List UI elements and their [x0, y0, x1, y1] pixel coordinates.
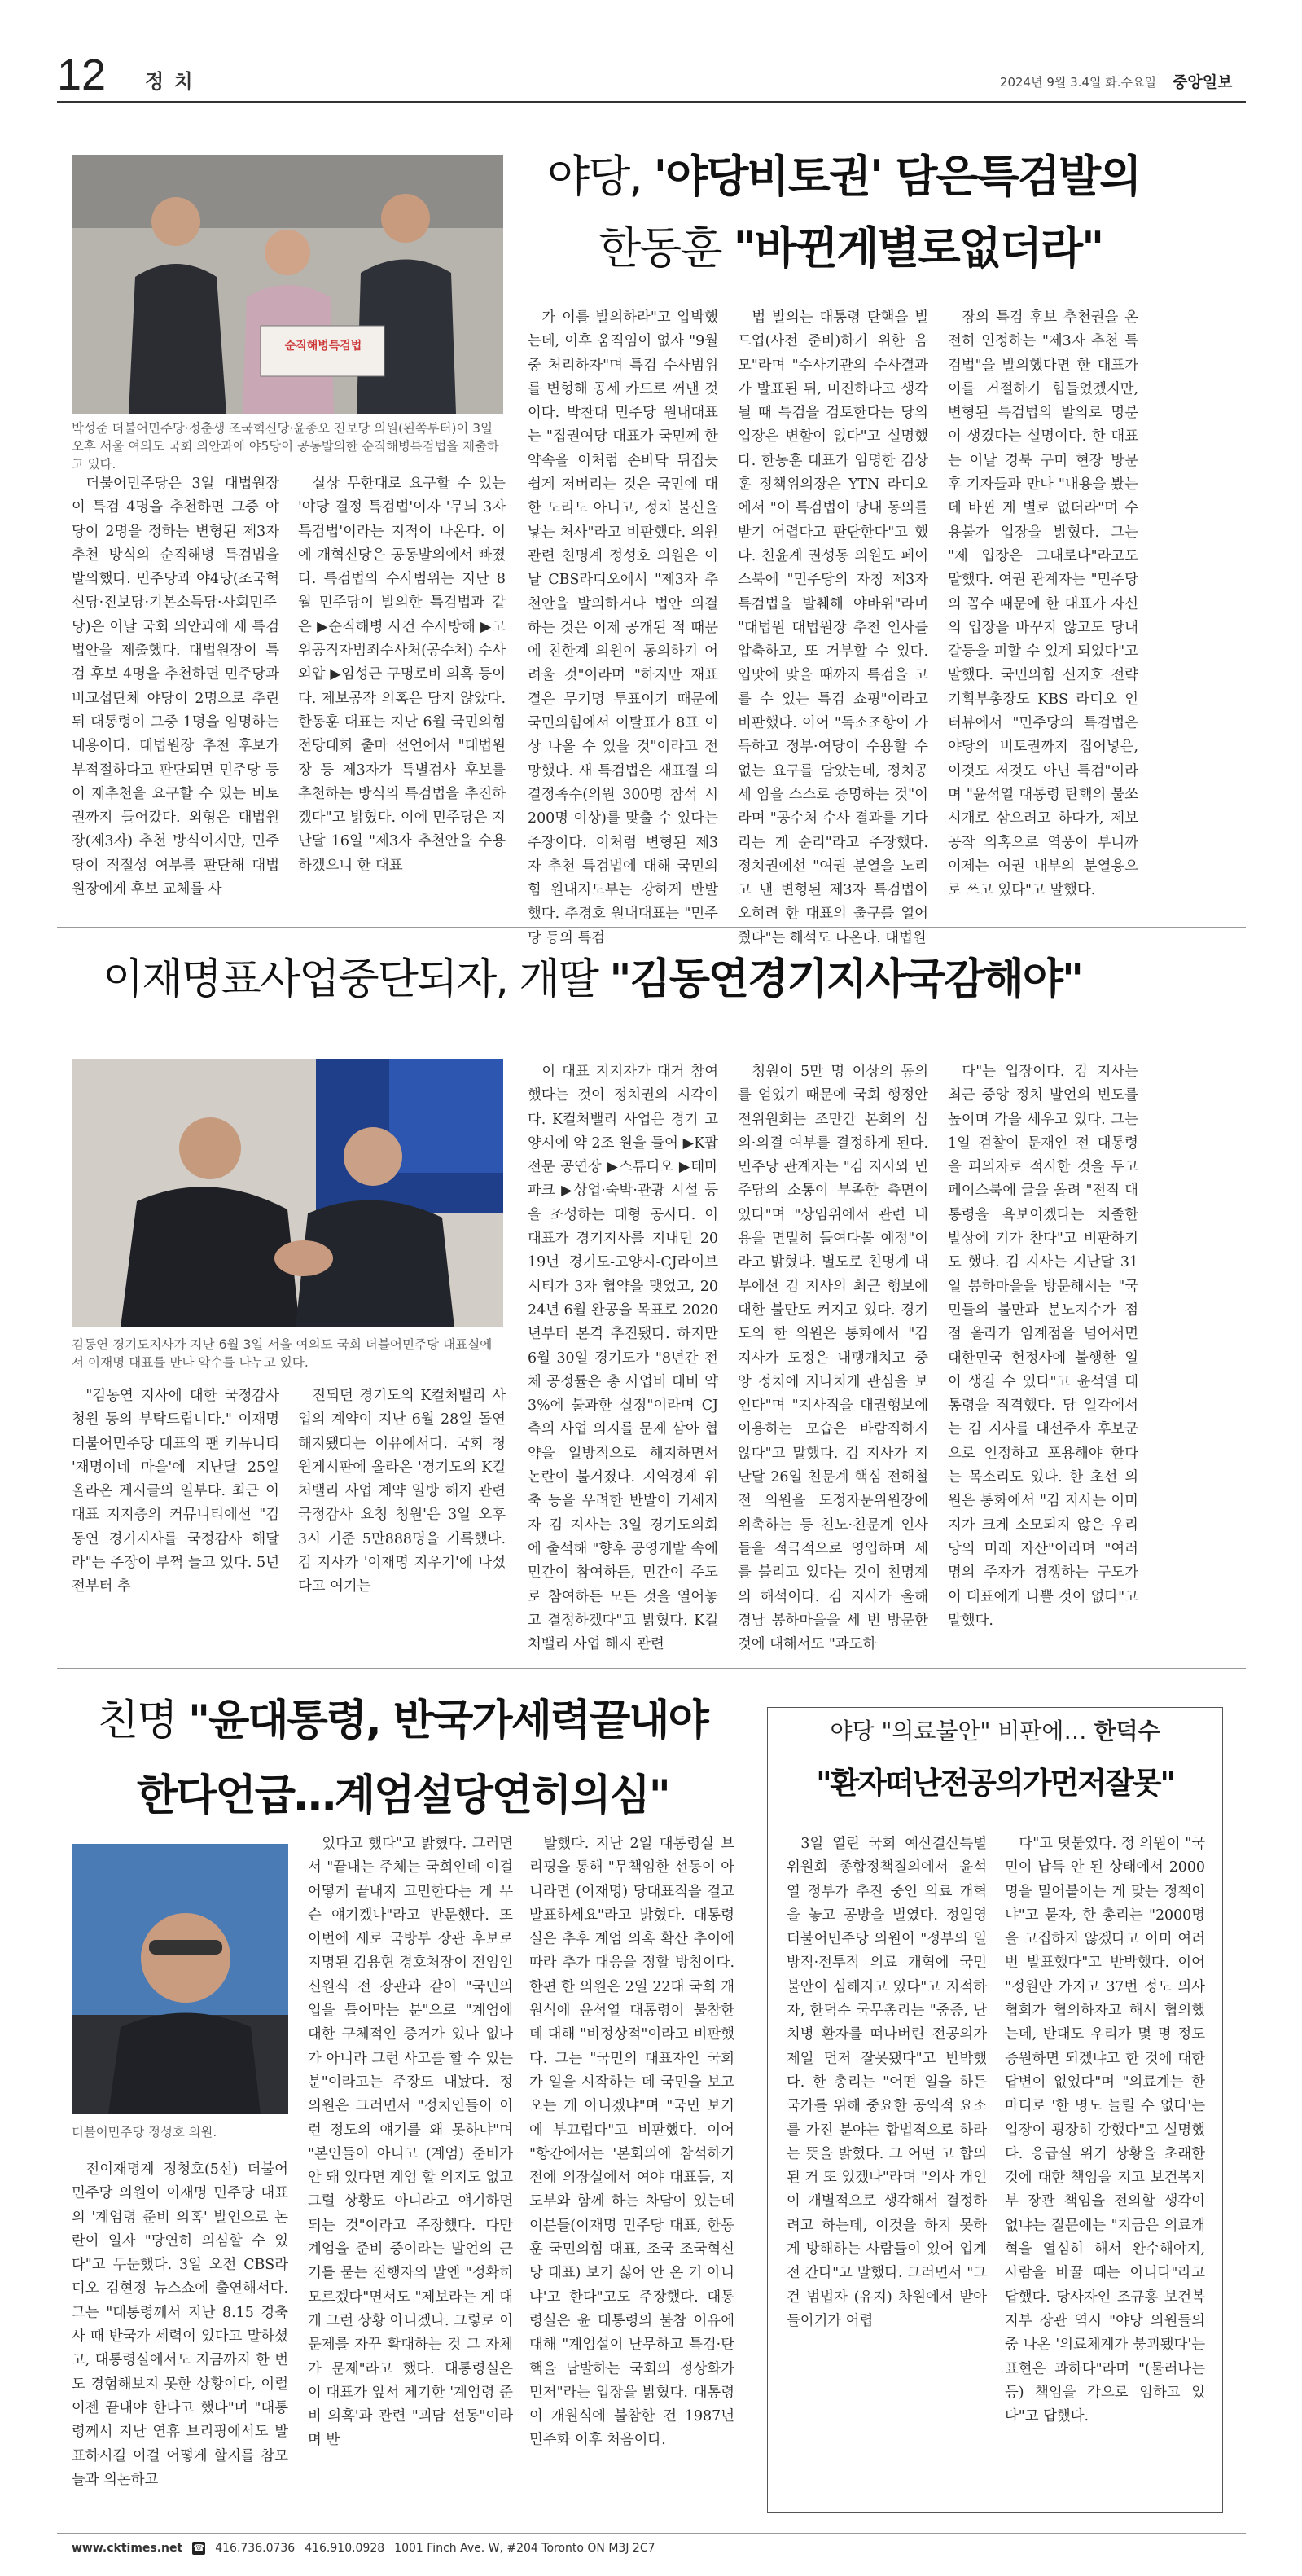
article3-photo: [72, 1844, 288, 2114]
kicker-text: 야당 "의료불안" 비판에…: [830, 1718, 1094, 1744]
headline-prefix: 한동훈: [598, 222, 734, 274]
section-divider-2: [57, 1668, 1246, 1669]
article1-column-5: 장의 특검 후보 추천권을 온전히 인정하는 "제3자 추천 특검법"을 발의했다면 한 대표가 이를 거절하기 힘들었겠지만, 변형된 특검법의 발의로 명분이 생겼다는 설명이다. 한 대표는 이날 경북 구미 현장 방문 후 기자들과 만나 "내용을 봤는데 바뀐 게 별로 없더라"며 수용불가 입장을 밝혔다. 그는 "제 입장은 그대로다"라고도 말했다. 여권 관계자는 "민주당의 꼼수 때문에 한 대표가 자신의 입장을 바꾸지 않고도 당내 갈등을 피할 수 있게 되었다"고 말했다. 국민의힘 신지호 전략기획부총장도 KBS 라디오 인터뷰에서 "민주당의 특검법은 야당의 비토권까지 집어넣은, 이것도 저것도 아닌 특검"이라며 "윤석열 대통령 탄핵의 불쏘시개로 삼으려고 하다가, 제보 공작 의혹으로 역풍이 부니까 이제는 여권 내부의 분열용으로 쓰고 있다"고 말했다.: [948, 309, 1138, 899]
headline-prefix: 이재명표사업중단되자, 개딸: [103, 955, 610, 1004]
headline-main: '야당비토권' 담은특검발의: [653, 151, 1141, 202]
footer-rule: [57, 2533, 1246, 2534]
article3-column-1: 전이재명계 정청호(5선) 더불어민주당 의원이 이재명 민주당 대표의 '계엄령 준비 의혹' 발언으로 논란이 일자 "당연히 의심할 수 있다"고 두둔했다. 3일 오전 CBS라디오 김현정 뉴스쇼에 출연해서다. 그는 "대통령께서 지난 8.15 경축사 때 반국가 세력이 있다고 말하셨고, 대통령실에서도 지금까지 한 번도 경험해보지 못한 상황이다, 이럴 이젠 끝내야 한다고 했다"며 "대통령께서 지난 연휴 브리핑에서도 발표하시길 이걸 어떻게 할지를 참모들과 의논하고: [72, 2161, 288, 2488]
phone-number-1: 416.736.0736: [215, 2542, 296, 2555]
headline-main: 한다언급…계엄설당연히의심": [137, 1771, 669, 1820]
article4-column-1: 3일 열린 국회 예산결산특별위원회 종합정책질의에서 윤석열 정부가 추진 중인 의료 개혁을 놓고 공방을 벌였다. 정일영 더불어민주당 의원이 "정부의 일방적·전투적 의료 개혁에 국민 불안이 심해지고 있다"고 지적하자, 한덕수 국무총리는 "중증, 난치병 환자를 떠나버린 전공의가 제일 먼저 잘못됐다"고 반박했다. 한 총리는 "어떤 일을 하든 국가를 위해 중요한 공익적 요소를 가진 분야는 합법적으로 하라는 뜻을 밝혔다. 그 어떤 고 합의된 거 또 있겠나"라며 "의사 개인이 개별적으로 생각해서 결정하려고 하는데, 이것을 하지 못하게 방해하는 사람들이 있어 업계 전 간다"고 말했다. 그러면서 "그건 범법자 (유지) 차원에서 받아들이기가 어렵: [787, 1836, 987, 2329]
headline-main: "김동연경기지사국감해야": [609, 955, 1083, 1004]
article3-column-2: 있다고 했다"고 밝혔다. 그러면서 "끝내는 주체는 국회인데 이걸 어떻게 끝내지 고민한다는 게 무슨 얘기겠나"라고 반문했다. 또 이번에 새로 국방부 장관 후보로 지명된 김용현 경호처장이 전임인 신원식 전 장관과 같이 "국민의 입을 틀어막는 분"으로 "계엄에 대한 구체적인 증거가 있나 없나가 아니라 그런 사고를 할 수 있는 분"이라고는 주장도 내놨다. 정 의원은 그러면서 "정치인들이 이런 정도의 얘기를 왜 못하냐"며 "본인들이 아니고 (계엄) 준비가 안 돼 있다면 계엄 할 의지도 없고 그럴 상황도 아니라고 얘기하면 되는 것"이라고 주장했다. 다만 계엄을 준비 중이라는 발언의 근거를 묻는 진행자의 말엔 "정확히 모르겠다"면서도 "제보라는 게 대개 그런 상황 아니겠나. 그렇로 이 문제를 자꾸 확대하는 것 그 자체가 문제"라고 했다. 대통령실은 이 대표가 앞서 제기한 '계엄령 준비 의혹'과 관련 "괴담 선동"이라며 반: [308, 1836, 513, 2449]
photo-document-sign: 순직해병특검법: [284, 340, 362, 353]
article2-column-1: "김동연 지사에 대한 국정감사 청원 동의 부탁드립니다." 이재명 더불어민주당 대표의 팬 커뮤니티 '재명이네 마을'에 지난달 25일 올라온 게시글의 일부다. 최근 이 대표 지지층의 커뮤니티에선 "김동연 경기지사를 국정감사 해달라"는 주장이 부쩍 늘고 있다. 5년 전부터 추: [72, 1388, 279, 1595]
page-number: 12: [57, 50, 107, 99]
kicker-name: 한덕수: [1094, 1718, 1160, 1744]
article1-photo: [72, 155, 503, 414]
article2-column-2: 진되던 경기도의 K컬처밸리 사업의 계약이 지난 6월 28일 돌연 해지됐다는 이유에서다. 국회 청원게시판에 올라온 '경기도의 K컬처밸리 사업 계약 일방 해지 관련 국정감사 요청 청원'은 3일 오후 3시 기준 5만888명을 기록했다. 김 지사가 '이재명 지우기'에 나섰다고 여기는: [298, 1388, 506, 1595]
footer-bar: [72, 2536, 655, 2561]
article1-column-4: 법 발의는 대통령 탄핵을 빌드업(사전 준비)하기 위한 음모"라며 "수사기관의 수사결과가 발표된 뒤, 미진하다고 생각될 때 특검을 검토한다는 당의 입장은 변함이 없다"고 설명했다. 한동훈 대표가 임명한 김상훈 정책위의장은 YTN 라디오에서 "이 특검법이 당내 동의를 받기 어렵다고 판단한다"고 했다. 친윤계 권성동 의원도 페이스북에 "민주당의 자칭 제3자 특검법을 발췌해 야바위"라며 "대법원 대법원장 추천 인사를 압축하고, 또 거부할 수 있다. 입맛에 맞을 때까지 특검을 고를 수 있는 특검 쇼핑"이라고 비판했다. 이어 "독소조항이 가득하고 정부·여당이 수용할 수 없는 요구를 담았는데, 정치공세 임을 스스로 증명하는 것"이라며 "공수처 수사 결과를 기다리는 게 순리"라고 주장했다. 정치권에선 "여권 분열을 노리고 낸 변형된 제3자 특검법이 오히려 한 대표의 출구를 열어줬다"는 해석도 나온다. 대법원: [738, 309, 928, 946]
article4-kicker: [767, 1714, 1223, 1749]
article1-column-3: 가 이를 발의하라"고 압박했는데, 이후 움직임이 없자 "9월 중 처리하자"며 특검 수사범위를 변형해 공세 카드로 꺼낸 것이다. 박찬대 민주당 원내대표는 "집권여당 대표가 국민께 한 약속을 이처럼 손바닥 뒤집듯 쉽게 저버리는 것은 국민에 대한 도리도 아니고, 정치 불신을 낳는 처사"라고 비판했다. 의원 관련 친명계 정성호 의원은 이날 CBS라디오에서 "제3자 추천안을 발의하거나 법안 의결하는 것은 이제 공개된 적 때문에 친한계 의원이 동의하기 어려울 것"이라며 "하지만 재표결은 무기명 투표이기 때문에 국민의힘에서 이탈표가 8표 이상 나올 수 있을 것"이라고 전망했다. 새 특검법은 재표결 의결정족수(의원 300명 참석 시 200명 이상)를 맞출 수 있다는 주장이다. 이처럼 변형된 제3자 추천 특검법에 대해 국민의힘 원내지도부는 강하게 반발했다. 추경호 원내대표는 "민주당 등의 특검: [528, 309, 718, 946]
website-link[interactable]: www.cktimes.net: [72, 2542, 183, 2555]
article2-headline: [103, 945, 1082, 1015]
newspaper-logo: 중앙일보: [1173, 73, 1233, 91]
article2-column-3: 이 대표 지지자가 대거 참여했다는 것이 정치권의 시각이다. K컬처밸리 사업은 경기 고양시에 약 2조 원을 들여 ▶K팝 전문 공연장 ▶스튜디오 ▶테마파크 ▶상업·숙박·관광 시설 등을 조성하는 대형 공사다. 이 대표가 경기지사를 지내던 2019년 경기도-고양시-CJ라이브시티가 3자 협약을 맺었고, 2024년 6월 완공을 목표로 2020년부터 본격 추진됐다. 하지만 6월 30일 경기도가 "8년간 전체 공정률은 총 사업비 대비 약 3%에 불과한 실정"이라며 CJ측의 사업 의지를 문제 삼아 협약을 일방적으로 해지하면서 논란이 불거졌다. 지역경제 위축 등을 우려한 반발이 거세지자 김 지사는 3일 경기도의회에 출석해 "향후 공영개발 속에 민간이 참여하든, 민간이 주도로 참여하든 모든 것을 열어놓고 결정하겠다"고 밝혔다. K컬처밸리 사업 해지 관련: [528, 1064, 718, 1653]
article4-headline: "환자떠난전공의가먼저잘못": [816, 1766, 1174, 1801]
headline-prefix: 야당,: [547, 151, 654, 202]
article3-headline-line2: [137, 1761, 669, 1831]
headline-prefix: 친명: [98, 1696, 188, 1745]
article1-column-1: 더불어민주당은 3일 대법원장이 특검 4명을 추천하면 그중 야당이 2명을 정하는 변형된 제3자 추천 방식의 순직해병 특검법을 발의했다. 민주당과 야4당(조국혁신당·진보당·기본소득당·사회민주당)은 이날 국회 의안과에 새 특검법안을 제출했다. 대법원장이 특검 후보 4명을 추천하면 민주당과 비교섭단체 야당이 2명으로 추린 뒤 대통령이 그중 1명을 임명하는 내용이다. 대법원장 추천 후보가 부적절하다고 판단되면 민주당 등이 재추천을 요구할 수 있는 비토권까지 들어갔다. 외형은 대법원장(제3자) 추천 방식이지만, 민주당이 적절성 여부를 판단해 대법원장에게 후보 교체를 사: [72, 476, 279, 898]
article1-headline-line1: [547, 148, 1140, 205]
address: 1001 Finch Ave. W, #204 Toronto ON M3J 2C7: [394, 2542, 655, 2555]
article3-headline-line1: [98, 1686, 708, 1756]
headline-main: "바뀐게별로없더라": [733, 222, 1103, 274]
phone-number-2: 416.910.0928: [305, 2542, 385, 2555]
article4-column-2: 다"고 덧붙였다. 정 의원이 "국민이 납득 안 된 상태에서 2000명을 밀어붙이는 게 맞는 정책이냐"고 묻자, 한 총리는 "2000명을 고집하지 않겠다고 이미 여러 번 발표했다"고 반박했다. 이어 "정원안 가지고 37번 정도 의사협회가 협의하자고 해서 협의했는데, 반대도 우리가 몇 명 정도 증원하면 되겠냐고 한 것에 대한 답변이 없었다"며 "의료계는 한마디로 '한 명도 늘릴 수 없다'는 입장이 굉장히 강했다"고 설명했다. 응급실 위기 상황을 초래한 것에 대한 책임을 지고 보건복지부 장관 책임을 전의할 생각이 없냐는 질문에는 "지금은 의료개혁을 열심히 해서 완수해야지, 사람을 바꿀 때는 아니다"라고 답했다. 당사자인 조규홍 보건복지부 장관 역시 "야당 의원들의 중 나온 '의료체계가 붕괴됐다'는 표현은 과하다"라며 "(물러나는 등) 책임을 각으로 임하고 있다"고 답했다.: [1005, 1836, 1205, 2425]
article1-headline-line2: [598, 220, 1103, 277]
article3-photo-caption: 더불어민주당 정성호 의원.: [72, 2125, 217, 2139]
section-divider-1: [57, 927, 1246, 928]
article2-column-4: 청원이 5만 명 이상의 동의를 얻었기 때문에 국회 행정안전위원회는 조만간 본회의 심의·의결 여부를 결정하게 된다. 민주당 관계자는 "김 지사와 민주당의 소통이 부족한 측면이 있다"며 "상임위에서 관련 내용을 면밀히 들여다볼 예정"이라고 밝혔다. 별도로 친명계 내부에선 김 지사의 최근 행보에 대한 불만도 커지고 있다. 경기도의 한 의원은 통화에서 "김 지사가 도정은 내팽개치고 중앙 정치에 지나치게 관심을 보인다"며 "지사직을 대권행보에 이용하는 모습은 바람직하지 않다"고 말했다. 김 지사가 지난달 26일 친문계 핵심 전해철 전 의원을 도정자문위원장에 위촉하는 등 친노·친문계 인사들을 적극적으로 영입하며 세를 불리고 있다는 것이 친명계의 해석이다. 김 지사가 올해 경남 봉하마을을 세 번 방문한 것에 대해서도 "과도하: [738, 1064, 928, 1653]
article3-column-3: 발했다. 지난 2일 대통령실 브리핑을 통해 "무책임한 선동이 아니라면 (이재명) 당대표직을 걸고 발표하세요"라고 밝혔다. 대통령실은 추후 계엄 의혹 확산 추이에 따라 추가 대응을 정할 방침이다. 한편 한 의원은 2일 22대 국회 개원식에 윤석열 대통령이 불참한 데 대해 "비정상적"이라고 비판했다. 그는 "국민의 대표자인 국회가 일을 시작하는 데 국민을 보고 오는 게 아니겠냐"며 "국민 보기에 부끄럽다"고 비판했다. 이어 "항간에서는 '본회의에 참석하기 전에 의장실에서 여야 대표들, 지도부와 함께 하는 차담이 있는데 이분들(이재명 민주당 대표, 한동훈 국민의힘 대표, 조국 조국혁신당 대표) 보기 싫어 안 온 거 아니냐'고 한다"고도 주장했다. 대통령실은 윤 대통령의 불참 이유에 대해 "계엄설이 난무하고 특검·탄핵을 남발하는 국회의 정상화가 먼저"라는 입장을 밝혔다. 대통령이 개원식에 불참한 건 1987년 민주화 이후 처음이다.: [529, 1836, 734, 2449]
headline-main: "윤대통령, 반국가세력끝내야: [188, 1696, 708, 1745]
masthead-rule: [57, 101, 1246, 103]
issue-date: 2024년 9월 3.4일 화.수요일: [999, 75, 1156, 90]
article1-photo-caption: 박성준 더불어민주당·정춘생 조국혁신당·윤종오 진보당 의원(왼쪽부터)이 3일 오후 서울 여의도 국회 의안과에 야5당이 공동발의한 순직해병특검법을 제출하고 있다.: [72, 421, 499, 472]
phone-icon: ☎: [193, 2543, 205, 2553]
article2-column-5: 다"는 입장이다. 김 지사는 최근 중앙 정치 발언의 빈도를 높이며 각을 세우고 있다. 그는 1일 검찰이 문재인 전 대통령을 피의자로 적시한 것을 두고 페이스북에 글을 올려 "전직 대통령을 욕보이겠다는 치졸한 발상에 기가 찬다"고 비판하기도 했다. 김 지사는 지난달 31일 봉하마을을 방문해서는 "국민들의 불만과 분노지수가 점점 올라가 임계점을 넘어서면 대한민국 헌정사에 불행한 일이 생길 수 있다"고 윤석열 대통령을 직격했다. 당 일각에서는 김 지사를 대선주자 후보군으로 인정하고 포용해야 한다는 목소리도 있다. 한 초선 의원은 통화에서 "김 지사는 이미지가 크게 소모되지 않은 우리 당의 미래 자산"이라며 "여러 명의 주자가 경쟁하는 구도가 이 대표에게 나쁠 것이 없다"고 말했다.: [948, 1064, 1138, 1629]
article2-photo-caption: 김동연 경기도지사가 지난 6월 3일 서울 여의도 국회 더불어민주당 대표실에서 이재명 대표를 만나 악수를 나누고 있다.: [72, 1337, 493, 1370]
article2-photo: [72, 1059, 503, 1327]
article1-column-2: 실상 무한대로 요구할 수 있는 '야당 결정 특검법'이자 '무늬 3자 특검법'이라는 지적이 나온다. 이에 개혁신당은 공동발의에서 빠졌다. 특검법의 수사범위는 지난 8월 민주당이 발의한 특검법과 같은 ▶순직해병 사건 수사방해 ▶고위공직자범죄수사처(공수처) 수사 외압 ▶임성근 구명로비 의혹 등이다. 제보공작 의혹은 담지 않았다. 한동훈 대표는 지난 6월 국민의힘 전당대회 출마 선언에서 "대법원장 등 제3자가 특별검사 후보를 추천하는 방식의 특검법을 추진하겠다"고 밝혔다. 이에 민주당은 지난달 16일 "제3자 추천안을 수용하겠으니 한 대표: [298, 476, 506, 874]
section-name: 정 치: [145, 70, 195, 93]
